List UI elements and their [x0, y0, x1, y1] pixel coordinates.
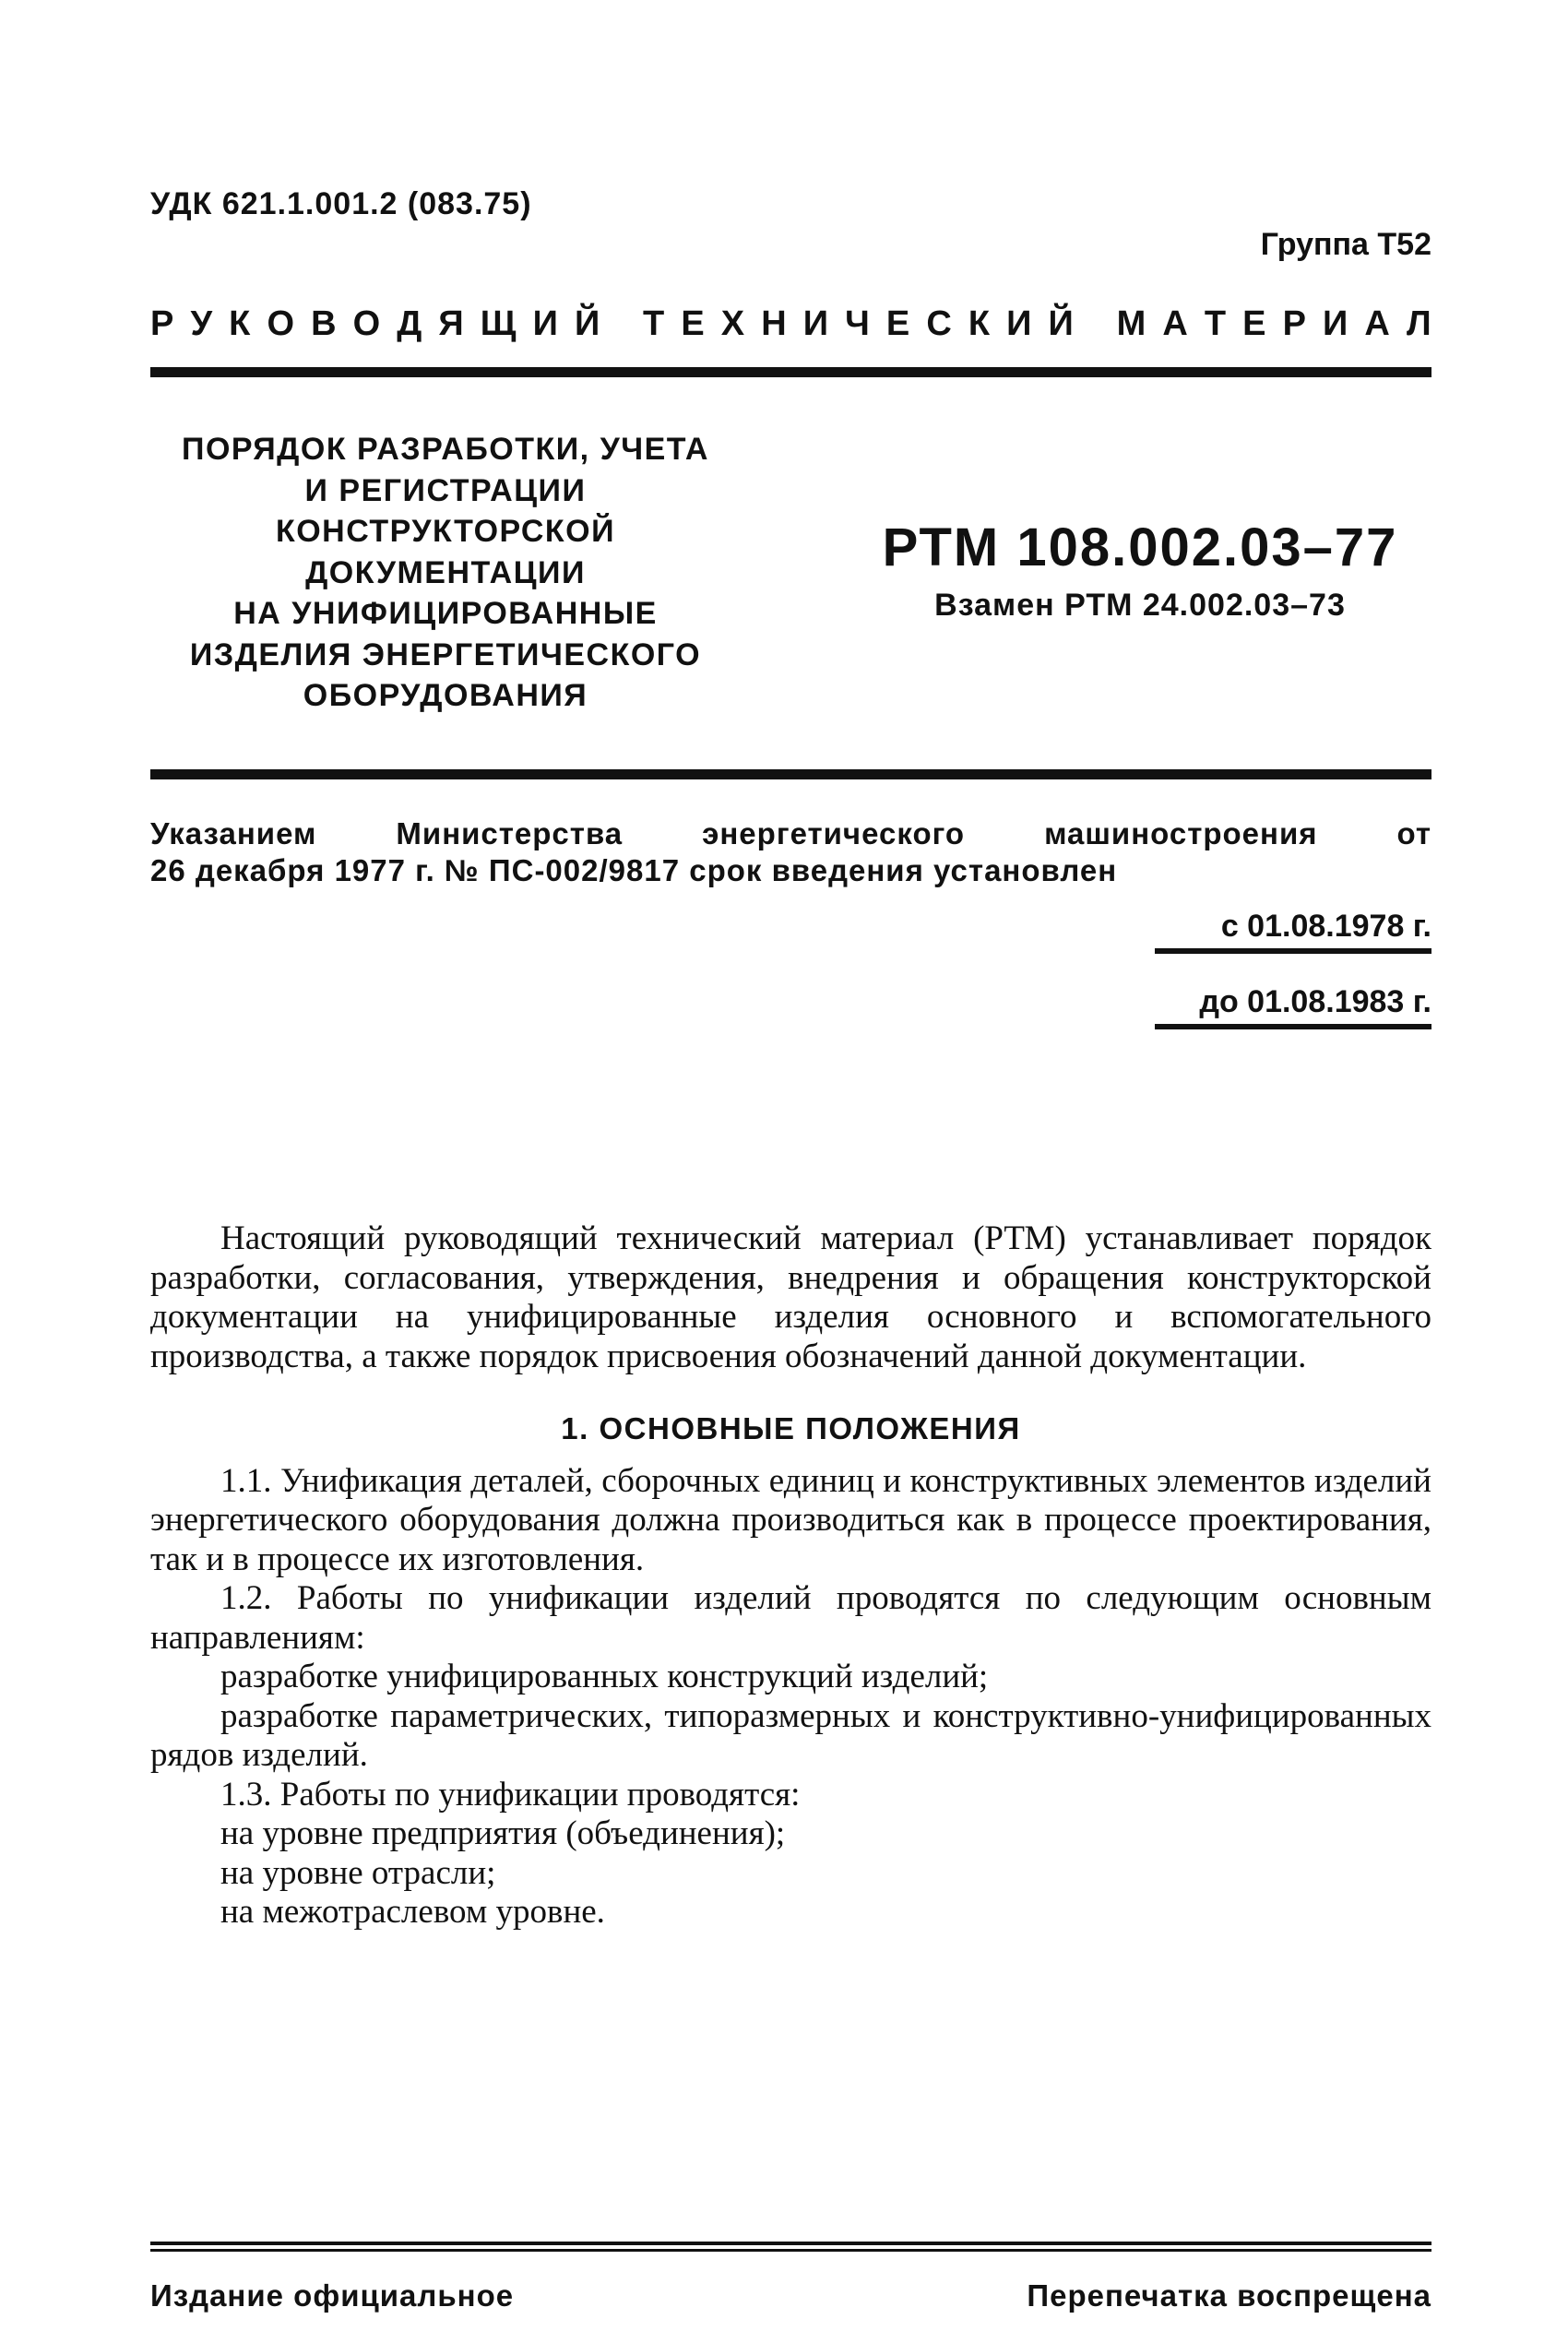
title-line: ОБОРУДОВАНИЯ: [303, 678, 588, 713]
document-body: [150, 1219, 1431, 1933]
doctype-letter: И: [532, 304, 558, 343]
intro-paragraph: Настоящий руководящий технический материал (РТМ) устанавливает порядок разработки, согласования, утверждения, внедрения и обращения конструкторской документации на унифицированные изделия основного и вспомогательного производства, а также порядок присвоения обозначений данной документации.: [150, 1219, 1431, 1375]
doctype-letter: Е: [885, 304, 910, 343]
effective-from-date: с 01.08.1978 г.: [1220, 909, 1431, 944]
list-item: на межотраслевом уровне.: [220, 1893, 605, 1931]
title-line: КОНСТРУКТОРСКОЙ: [275, 514, 616, 549]
section-heading: 1. ОСНОВНЫЕ ПОЛОЖЕНИЯ: [561, 1411, 1021, 1445]
footer-reprint-notice: Перепечатка воспрещена: [1027, 2278, 1431, 2313]
doctype-letter: Й: [575, 304, 600, 343]
doctype-letter: О: [267, 304, 294, 343]
title-line: И РЕГИСТРАЦИИ: [304, 472, 587, 508]
group-code: Группа Т52: [1260, 227, 1431, 262]
paragraph-1-2: 1.2. Работы по унификации изделий проводятся по следующим основным направлениям:: [150, 1579, 1431, 1657]
effective-to-date: до 01.08.1983 г.: [1199, 984, 1431, 1019]
doctype-letter: Х: [720, 304, 745, 343]
decree-text: [150, 815, 1431, 889]
doctype-letter: [1090, 304, 1100, 344]
doctype-letter: О: [352, 304, 381, 343]
decree-line-2: 26 декабря 1977 г. № ПС-002/9817 срок введения установлен: [150, 853, 1118, 887]
paragraph-1-1: 1.1. Унификация деталей, сборочных единиц и конструктивных элементов изделий энергетического оборудования должна производиться как в процессе проектирования, так и в процессе их изготовления.: [150, 1461, 1431, 1578]
footer-rule-2: [150, 2249, 1431, 2252]
title-line: НА УНИФИЦИРОВАННЫЕ: [233, 596, 658, 631]
list-item: разработке параметрических, типоразмерных и конструктивно-унифицированных рядов изделий.: [150, 1696, 1431, 1774]
title-line: ПОРЯДОК РАЗРАБОТКИ, УЧЕТА: [182, 432, 709, 467]
title-rule: [150, 769, 1431, 779]
doctype-letter: Е: [1242, 304, 1266, 343]
document-title: [150, 429, 741, 717]
top-rule: [150, 367, 1431, 377]
doctype-letter: Й: [1048, 304, 1074, 343]
effective-to-underline: [1155, 1024, 1431, 1029]
doctype-letter: И: [802, 304, 829, 343]
doctype-letter: Ч: [845, 304, 870, 343]
title-line: ИЗДЕЛИЯ ЭНЕРГЕТИЧЕСКОГО: [189, 636, 702, 672]
effective-from: [1155, 909, 1431, 954]
doctype-letter: Р: [150, 304, 174, 343]
doctype-letter: А: [1364, 304, 1390, 343]
effective-to: [1155, 984, 1431, 1029]
footer-rule: [150, 2242, 1431, 2245]
doctype-letter: К: [229, 304, 251, 343]
list-item: разработке унифицированных конструкций изделий;: [220, 1658, 989, 1695]
doctype-letter: Н: [761, 304, 787, 343]
document-type-heading: [150, 304, 1431, 344]
document-designation: РТМ 108.002.03–77: [882, 517, 1398, 577]
doctype-letter: А: [1162, 304, 1188, 343]
doctype-letter: Щ: [480, 304, 517, 343]
doctype-letter: С: [926, 304, 952, 343]
doctype-letter: Т: [643, 304, 665, 343]
doctype-letter: Д: [397, 304, 422, 343]
footer-official-edition: Издание официальное: [150, 2278, 515, 2313]
doctype-letter: [616, 304, 626, 344]
doctype-letter: М: [1116, 304, 1146, 343]
doctype-letter: Е: [681, 304, 705, 343]
effective-from-underline: [1155, 948, 1431, 954]
paragraph-1-3: 1.3. Работы по унификации проводятся:: [220, 1775, 801, 1814]
doctype-letter: У: [190, 304, 213, 343]
decree-line-1: Указанием Министерства энергетического машиностроения от: [150, 816, 1431, 850]
doctype-letter: Р: [1282, 304, 1306, 343]
udk-code: УДК 621.1.001.2 (083.75): [150, 186, 532, 221]
doctype-letter: Л: [1406, 304, 1431, 343]
doctype-letter: Я: [438, 304, 464, 343]
replaces-designation: Взамен РТМ 24.002.03–73: [934, 588, 1346, 623]
doctype-letter: К: [968, 304, 991, 343]
doctype-letter: Т: [1204, 304, 1227, 343]
doctype-letter: И: [1006, 304, 1032, 343]
list-item: на уровне предприятия (объединения);: [220, 1814, 786, 1852]
list-item: на уровне отрасли;: [220, 1853, 496, 1892]
doctype-letter: В: [311, 304, 337, 343]
title-line: ДОКУМЕНТАЦИИ: [305, 554, 586, 590]
doctype-letter: И: [1323, 304, 1348, 343]
